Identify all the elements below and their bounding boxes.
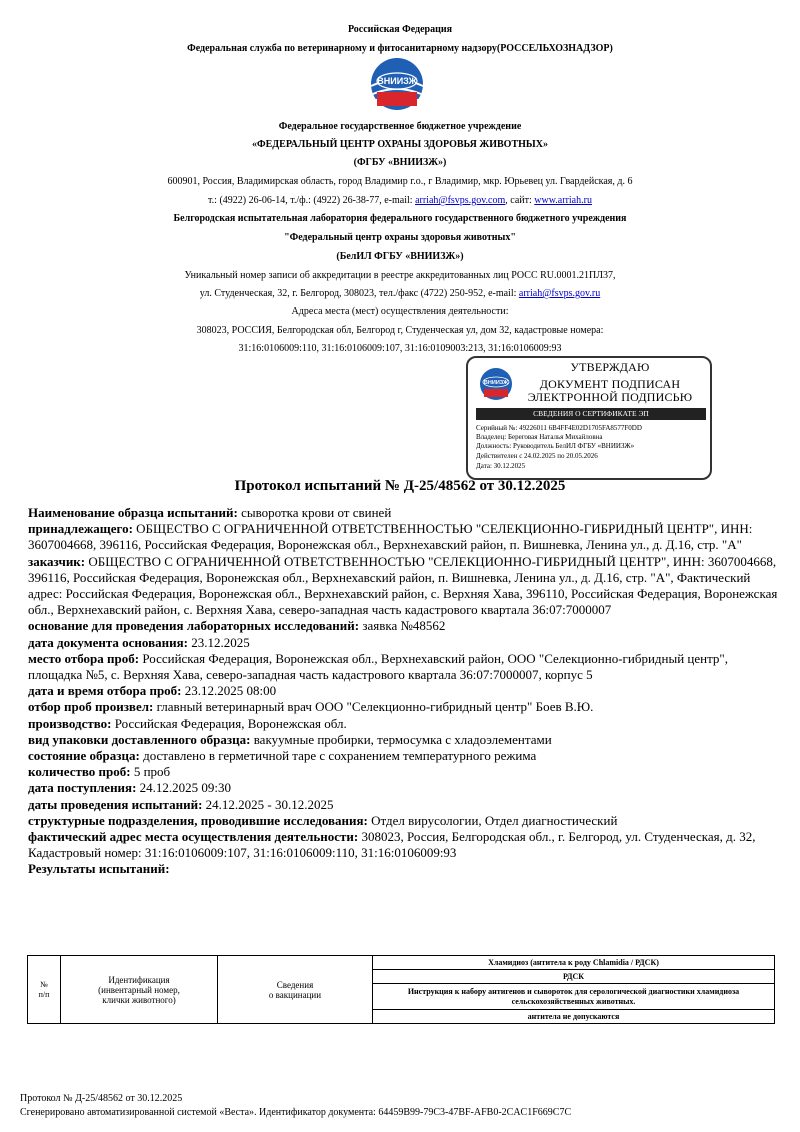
- institution-name: «ФЕДЕРАЛЬНЫЙ ЦЕНТР ОХРАНЫ ЗДОРОВЬЯ ЖИВОТНЫХ»: [252, 139, 548, 150]
- stamp-position: Должность: Руководитель БелИЛ ФГБУ «ВНИИЗЖ»: [476, 442, 635, 450]
- stamp-esign: ЭЛЕКТРОННОЙ ПОДПИСЬЮ: [527, 390, 693, 404]
- field-condition: [28, 748, 778, 764]
- lab-address-line: [0, 288, 800, 300]
- lab-center: "Федеральный центр охраны здоровья животных": [284, 232, 516, 243]
- field-label: дата и время отбора проб:: [28, 683, 182, 699]
- field-label: вид упаковки доставленного образца:: [28, 731, 251, 747]
- field-label: место отбора проб:: [28, 650, 140, 666]
- field-value: 308023, Россия, Белгородская обл., г. Белгород, ул. Студенческая, д. 32, Кадастровый номер: 31:16:0106009:107, 31:16:0106009:110, 31:16:0106009:93: [28, 829, 756, 861]
- field-value: сыворотка крови от свиней: [237, 505, 392, 520]
- lab-name: Белгородская испытательная лаборатория федерального государственного бюджетного учреждения: [173, 213, 627, 224]
- field-label: дата документа основания:: [28, 634, 188, 650]
- stamp-valid: Действителен с 24.02.2025 по 20.05.2026: [476, 452, 598, 460]
- stamp-approve: УТВЕРЖДАЮ: [570, 360, 650, 374]
- field-units: [28, 813, 778, 829]
- field-value: вакуумные пробирки, термосумка с хладоэлементами: [250, 731, 552, 747]
- institution-address: 600901, Россия, Владимирская область, город Владимир г.о., г Владимир, мкр. Юрьевец ул. Гвардейская, д. 6: [167, 176, 633, 187]
- method-header: РДСК: [373, 970, 775, 984]
- field-value: 24.12.2025 09:30: [136, 780, 232, 796]
- site-label: , сайт:: [505, 195, 535, 206]
- stamp-logo-text: ВНИИЗЖ: [483, 380, 509, 386]
- phone-text: т.: (4922) 26-06-14, т./ф.: (4922) 26-38-77, e-mail:: [208, 195, 416, 206]
- field-production: [28, 716, 778, 732]
- field-value: заявка №48562: [359, 618, 446, 634]
- field-value: 5 проб: [130, 764, 171, 780]
- lab-address-text: ул. Студенческая, 32, г. Белгород, 308023, тел./факс (4722) 250-952, e-mail:: [199, 288, 519, 299]
- signature-stamp: [466, 356, 712, 480]
- stamp-cert-bar: СВЕДЕНИЯ О СЕРТИФИКАТЕ ЭП: [476, 408, 706, 420]
- field-value: 24.12.2025 - 30.12.2025: [202, 796, 334, 812]
- field-value: ОБЩЕСТВО С ОГРАНИЧЕННОЙ ОТВЕТСТВЕННОСТЬЮ "СЕЛЕКЦИОННО-ГИБРИДНЫЙ ЦЕНТР", ИНН: 3607004668, 396116, Российская Федерация, Воронежская обл., Верхнехавский район, п. Вишневка, Ленина ул., д. Д.16, стр. "А": [28, 521, 753, 553]
- field-value: Российская Федерация, Воронежская обл., Верхнехавский район, ООО "Селекционно-гибридный центр", площадка №5, с. Верхняя Хава, северо-западная часть кадастрового квартала 36:07:7000007, корпус 5: [28, 650, 728, 683]
- activity-places-label: Адреса места (мест) осуществления деятельности:: [291, 306, 509, 317]
- field-label: Результаты испытаний:: [28, 861, 170, 877]
- field-label: даты проведения испытаний:: [28, 796, 203, 812]
- protocol-fields: [28, 505, 778, 878]
- norm-header: антитела не допускаются: [373, 1010, 775, 1024]
- agency-heading: Федеральная служба по ветеринарному и фитосанитарному надзору(РОССЕЛЬХОЗНАДЗОР): [187, 43, 613, 54]
- vniizzh-logo: [364, 56, 430, 112]
- field-received: [28, 780, 778, 796]
- email-link[interactable]: arriah@fsvps.gov.com: [415, 195, 506, 206]
- field-sample-count: [28, 764, 778, 780]
- contacts-line: [0, 195, 800, 207]
- field-label: фактический адрес места осуществления деятельности:: [28, 829, 359, 845]
- protocol-title: Протокол испытаний № Д-25/48562 от 30.12.2025: [234, 478, 566, 494]
- field-basis-date: [28, 635, 778, 651]
- results-heading: [28, 861, 778, 877]
- col-id-header: Идентификация (инвентарный номер, клички животного): [61, 956, 218, 1024]
- stamp-date: Дата: 30.12.2025: [476, 462, 526, 470]
- lab-short: (БелИЛ ФГБУ «ВНИИЗЖ»): [336, 251, 464, 262]
- field-label: основание для проведения лабораторных исследований:: [28, 618, 360, 634]
- disease-header: Хламидиоз (антитела к роду Chlamidia / РДСК): [373, 956, 775, 970]
- field-value: 23.12.2025 08:00: [181, 683, 277, 699]
- stamp-serial: Серийный №: 49226011 6B4FF4E02D1705FA8577F0DD: [476, 424, 642, 432]
- field-value: Отдел вирусологии, Отдел диагностический: [367, 812, 618, 828]
- stamp-logo: [476, 367, 516, 401]
- activity-address: 308023, РОССИЯ, Белгородская обл, Белгород г, Студенческая ул, дом 32, кадастровые номера:: [196, 325, 604, 336]
- field-sample-name: [28, 505, 778, 521]
- col-vaccination-header: Сведения о вакцинации: [218, 956, 373, 1024]
- field-label: заказчик:: [28, 553, 86, 569]
- field-label: дата поступления:: [28, 780, 137, 796]
- footer-protocol: Протокол № Д-25/48562 от 30.12.2025: [20, 1093, 183, 1104]
- accreditation-line: Уникальный номер записи об аккредитации в реестре аккредитованных лиц РОСС RU.0001.21ПЛ37,: [184, 270, 616, 281]
- field-label: отбор проб произвел:: [28, 699, 154, 715]
- field-value: Российская Федерация, Воронежская обл.: [111, 715, 347, 731]
- logo-text: ВНИИЗЖ: [377, 76, 417, 86]
- field-owner: [28, 521, 778, 553]
- lab-email-link[interactable]: arriah@fsvps.gov.ru: [518, 288, 601, 299]
- field-label: состояние образца:: [28, 748, 140, 764]
- cadastral-numbers: 31:16:0106009:110, 31:16:0106009:107, 31:16:0109003:213, 31:16:0106009:93: [238, 343, 562, 354]
- field-basis: [28, 618, 778, 634]
- stamp-owner: Владелец: Береговая Наталья Михайловна: [476, 433, 603, 441]
- field-label: производство:: [28, 715, 112, 731]
- field-label: структурные подразделения, проводившие исследования:: [28, 812, 368, 828]
- field-customer: [28, 554, 778, 619]
- instruction-header: Инструкция к набору антигенов и сывороток для серологической диагностики хламидиоза сельскохозяйственных животных.: [373, 984, 775, 1010]
- field-label: количество проб:: [28, 764, 131, 780]
- field-packaging: [28, 732, 778, 748]
- field-label: принадлежащего:: [28, 521, 133, 537]
- field-actual-address: [28, 829, 778, 861]
- field-label: Наименование образца испытаний:: [28, 505, 238, 520]
- field-value: главный ветеринарный врач ООО "Селекционно-гибридный центр" Боев В.Ю.: [153, 699, 594, 715]
- footer-generated: Сгенерировано автоматизированной системой «Веста». Идентификатор документа: 64459B99-79C3-47BF-AFB0-2CAC1F669C7C: [20, 1107, 572, 1118]
- field-value: ОБЩЕСТВО С ОГРАНИЧЕННОЙ ОТВЕТСТВЕННОСТЬЮ "СЕЛЕКЦИОННО-ГИБРИДНЫЙ ЦЕНТР", ИНН: 3607004668, 396116, Российская Федерация, Воронежская обл., Верхнехавский район, п. Вишневка, Ленина ул., д. Д.16, стр. "А", Фактический адрес: Российская Федерация, Воронежская обл., Верхнехавский район, с. Верхняя Хава, 396110, Российская Федерация, Воронежская обл., Верхнехавский район, с. Верхняя Хава, северо-западная часть кадастрового квартала 36:07:7000007: [28, 553, 778, 618]
- results-table: [27, 955, 775, 1024]
- stamp-signed: ДОКУМЕНТ ПОДПИСАН: [539, 377, 681, 391]
- country-heading: Российская Федерация: [347, 24, 453, 35]
- field-test-dates: [28, 797, 778, 813]
- field-sampled-by: [28, 699, 778, 715]
- field-sampling-place: [28, 651, 778, 683]
- field-value: доставлено в герметичной таре с сохранением температурного режима: [139, 748, 537, 764]
- institution-type: Федеральное государственное бюджетное учреждение: [278, 121, 522, 132]
- field-value: 23.12.2025: [187, 634, 250, 650]
- col-number-header: № п/п: [28, 956, 61, 1024]
- field-sampling-datetime: [28, 683, 778, 699]
- institution-short: (ФГБУ «ВНИИЗЖ»): [353, 157, 447, 168]
- site-link[interactable]: www.arriah.ru: [534, 195, 592, 206]
